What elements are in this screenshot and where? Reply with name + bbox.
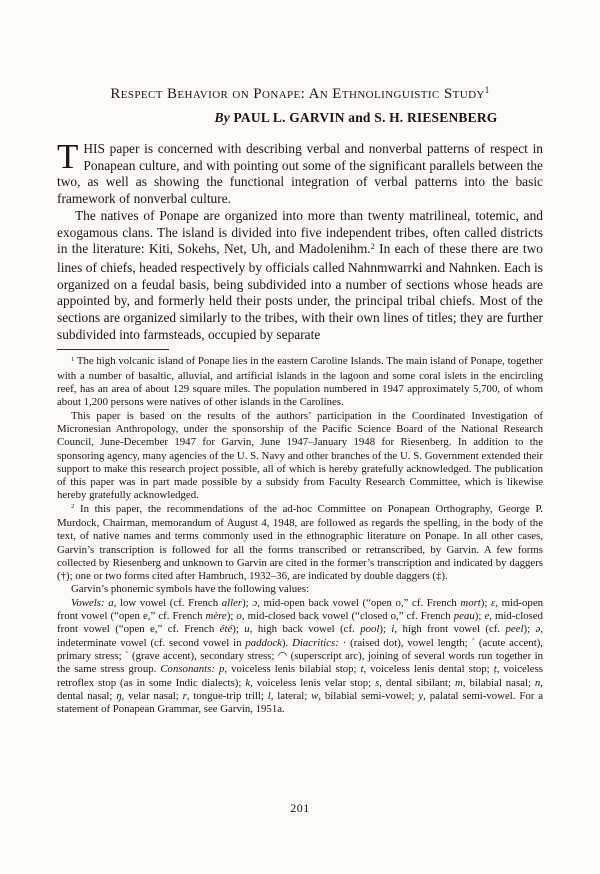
article-title-text: Respect Behavior on Ponape: An Ethnolinguistic Study xyxy=(110,86,485,102)
drop-cap: T xyxy=(57,137,79,176)
footnote-separator-rule xyxy=(57,349,169,350)
byline: By PAUL L. GARVIN and S. H. RIESENBERG xyxy=(214,110,498,125)
body-paragraph-2: The natives of Ponape are organized into more than twenty matrilineal, totemic, and exogamous clans. The island is divided into five independent tribes, often called districts in the literature: Kiti, Sokehs, Net, Uh, and Madolenihm.$^2$ In each of these there are two lines of chiefs, headed respectively by officials called Nahnmwarrki and Nahnken. Each is organized on a feudal basis, being subdivided into a number of sections whose heads are appointed by, and formerly held their posts under, the principal tribal chiefs. Most of the sections are organized similarly to the tribes, with their own lines of titles; they are further subdivided into farmsteads, occupied by separate xyxy=(57,207,543,342)
footnote-2-paragraph-2: Garvin’s phonemic symbols have the following values: xyxy=(71,583,310,596)
footnote-2-paragraph-1: $^2$ In this paper, the recommendations of the ad-hoc Committee on Ponapean Orthography, George P. Murdock, Chairman, memorandum of August 4, 1948, are followed as regards the spelling, in the body of the text, of native names and terms commonly used in the ethnographic literature on Ponape. In all other cases, Garvin’s transcription is followed for all the forms transcribed or retranscribed, by Garvin. A few forms collected by Riesenberg and unknown to Garvin are cited in the former’s transcription and indicated by daggers (†); one or two forms cited after Hambruch, 1932–36, are indicated by double daggers (‡). xyxy=(57,502,543,583)
footnote-1-paragraph-1: $^1$ The high volcanic island of Ponape lies in the eastern Caroline Islands. The main island of Ponape, together with a number of basaltic, alluvial, and artificial islands in the lagoon and some coral islets in the encircling reef, has an area of about 129 square miles. The population numbered in 1947 approximately 5,700, of whom about 1,200 persons were natives of other islands in the Carolines. xyxy=(57,355,543,409)
body-paragraph-1-text: HIS paper is concerned with describing verbal and nonverbal patterns of respect in Ponapean culture, and with pointing out some of the significant parallels between the two, as well as showing the functional integration of verbal patterns into the basic framework of nonverbal culture. xyxy=(57,141,543,207)
page-number: 201 xyxy=(290,801,310,815)
footnote-2-paragraph-3: Vowels: a, low vowel (cf. French aller); ɔ, mid-open back vowel (“open o,” cf. French mort); ε, mid-open front vowel (“open e,” cf. French mère); o, mid-closed back vowel (“closed o,” cf. French peau); e, mid-closed front vowel (“open e,” cf. French été); u, high back vowel (cf. pool); i, high front vowel (cf. peel); ə, indeterminate vowel (cf. second vowel in paddock). Diacritics: · (raised dot), vowel length; ´ (acute accent), primary stress; ` (grave accent), secondary stress; ◠ (superscript arc), joining of several words run together in the same stress group. Consonants: p, voiceless lenis bilabial stop; t, voiceless lenis dental stop; ṭ, voiceless retroflex stop (as in some Indic dialects); k, voiceless lenis velar stop; s, dental sibilant; m, bilabial nasal; n, dental nasal; ŋ, velar nasal; r, tongue-trip trill; l, lateral; w, bilabial semi-vowel; y, palatal semi-vowel. For a statement of Ponapean Grammar, see Garvin, 1951a. xyxy=(57,596,544,716)
body-paragraph-1 xyxy=(57,137,543,208)
footnotes-section xyxy=(57,355,543,716)
footnote-1-paragraph-2: This paper is based on the results of the authors’ participation in the Coordinated Investigation of Micronesian Anthropology, under the sponsorship of the Pacific Science Board of the National Research Council, June-December 1947 for Garvin, June 1947–January 1948 for Riesenberg. In addition to the sponsoring agency, many agencies of the U. S. Navy and other branches of the U. S. Government extended their support to make this research project possible, all of which is hereby gratefully acknowledged. The publication of this paper was in part made possible by a subsidy from Faculty Research Committee, which is likewise hereby gratefully acknowledged. xyxy=(57,409,543,502)
text-block xyxy=(57,0,543,716)
title-footnote-ref: 1 xyxy=(484,85,490,95)
article-body xyxy=(57,137,543,343)
article-title xyxy=(57,86,543,103)
